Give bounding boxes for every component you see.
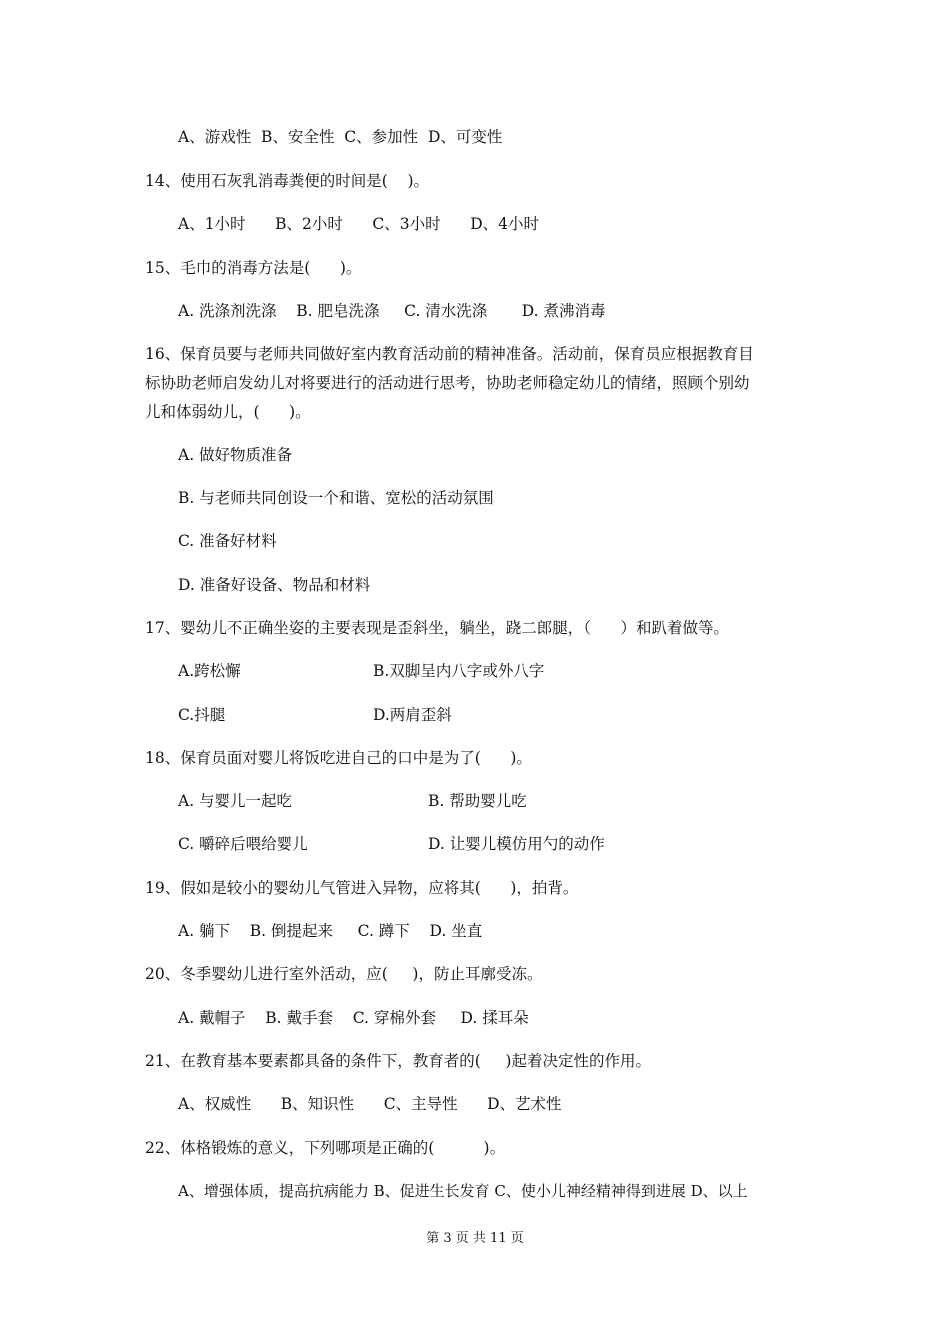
q22-options: A、增强体质，提高抗病能力 B、促进生长发育 C、使小儿神经精神得到进展 D、以上 xyxy=(178,1182,748,1200)
q16-option-d: D. 准备好设备、物品和材料 xyxy=(178,576,371,594)
q18-stem: 18、保育员面对婴儿将饭吃进自己的口中是为了( )。 xyxy=(145,749,532,767)
q18-option-b: B. 帮助婴儿吃 xyxy=(428,792,527,810)
q18-option-c: C. 嚼碎后喂给婴儿 xyxy=(178,835,308,853)
q14-options: A、1小时 B、2小时 C、3小时 D、4小时 xyxy=(178,215,540,233)
q19-options: A. 躺下 B. 倒提起来 C. 蹲下 D. 坐直 xyxy=(178,922,483,940)
q16-option-b: B. 与老师共同创设一个和谐、宽松的活动氛围 xyxy=(178,489,494,507)
q14-stem: 14、使用石灰乳消毒粪便的时间是( )。 xyxy=(145,172,430,190)
q17-option-d: D.两肩歪斜 xyxy=(373,706,452,724)
q18-option-a: A. 与婴儿一起吃 xyxy=(178,792,293,810)
page-footer: 第 3 页 共 11 页 xyxy=(426,1231,524,1246)
q15-stem: 15、毛巾的消毒方法是( )。 xyxy=(145,259,362,277)
q16-stem-line2: 标协助老师启发幼儿对将要进行的活动进行思考，协助老师稳定幼儿的情绪，照顾个别幼 xyxy=(145,374,750,392)
q13-options: A、游戏性 B、安全性 C、参加性 D、可变性 xyxy=(178,128,503,146)
q22-stem: 22、体格锻炼的意义，下列哪项是正确的( )。 xyxy=(145,1139,506,1157)
q19-stem: 19、假如是较小的婴幼儿气管进入异物，应将其( )，拍背。 xyxy=(145,879,579,897)
q17-option-c: C.抖腿 xyxy=(178,706,226,724)
q18-option-d: D. 让婴儿模仿用勺的动作 xyxy=(428,835,605,853)
q20-options: A. 戴帽子 B. 戴手套 C. 穿棉外套 D. 揉耳朵 xyxy=(178,1009,529,1027)
q16-stem-line3: 儿和体弱幼儿，( )。 xyxy=(145,403,311,421)
q16-option-a: A. 做好物质准备 xyxy=(178,446,293,464)
q20-stem: 20、冬季婴幼儿进行室外活动，应( )，防止耳廓受冻。 xyxy=(145,965,543,983)
q17-option-a: A.跨松懈 xyxy=(178,662,241,680)
q17-option-b: B.双脚呈内八字或外八字 xyxy=(373,662,545,680)
q16-option-c: C. 准备好材料 xyxy=(178,532,277,550)
q16-stem-line1: 16、保育员要与老师共同做好室内教育活动前的精神准备。活动前，保育员应根据教育目 xyxy=(145,345,754,363)
q17-stem: 17、婴幼儿不正确坐姿的主要表现是歪斜坐，躺坐，跷二郎腿，（ ）和趴着做等。 xyxy=(145,619,730,637)
q21-options: A、权威性 B、知识性 C、主导性 D、艺术性 xyxy=(178,1095,562,1113)
q15-options: A. 洗涤剂洗涤 B. 肥皂洗涤 C. 清水洗涤 D. 煮沸消毒 xyxy=(178,302,606,320)
q21-stem: 21、在教育基本要素都具备的条件下，教育者的( )起着决定性的作用。 xyxy=(145,1052,651,1070)
